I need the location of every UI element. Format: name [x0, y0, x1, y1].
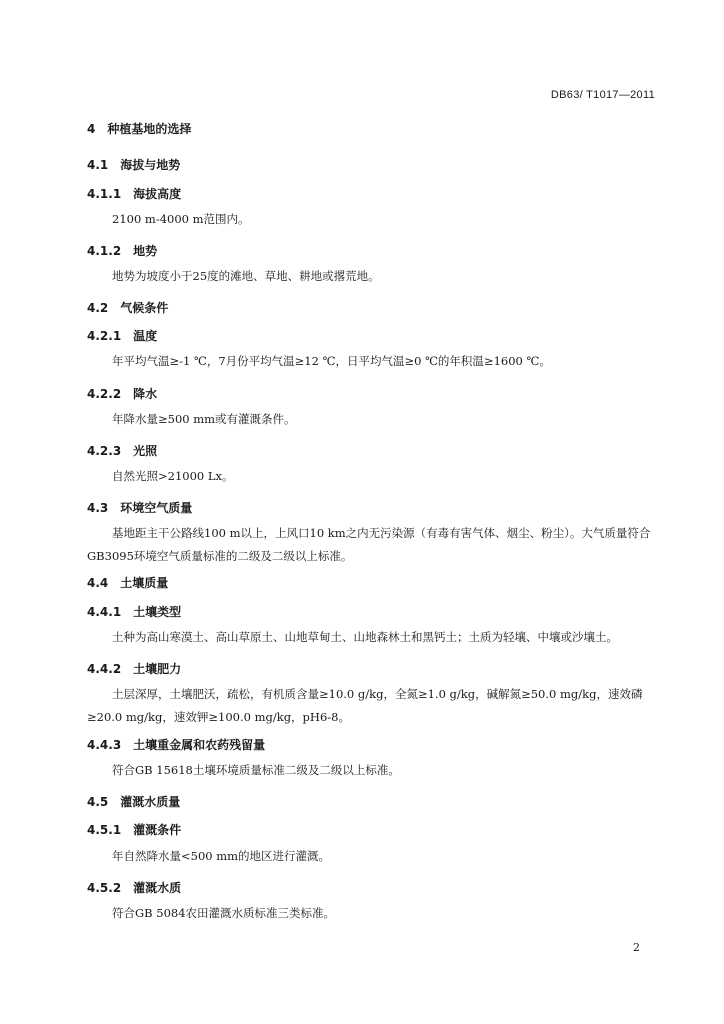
section-heading: [87, 821, 181, 838]
section-title: 土壤肥力: [133, 662, 182, 676]
section-number: 4.2.1: [87, 329, 122, 343]
paragraph: 土层深厚，土壤肥沃，疏松，有机质含量≥10.0 g/kg，全氮≥1.0 g/kg，碱解氮≥50.0 mg/kg，速效磷≥20.0 mg/kg，速效钾≥100.0 mg/kg，pH6-8。: [87, 687, 643, 724]
section-title: 灌溉水质量: [120, 795, 181, 809]
section-number: 4.2.3: [87, 444, 122, 458]
paragraph: 年自然降水量<500 mm的地区进行灌溉。: [112, 849, 331, 863]
section-number: 4.1.1: [87, 187, 122, 201]
paragraph: 基地距主干公路线100 m以上，上风口10 km之内无污染源（有毒有害气体、烟尘、粉尘）。大气质量符合GB3095环境空气质量标准的二级及二级以上标准。: [87, 526, 651, 563]
section-title: 土壤类型: [133, 605, 182, 619]
paragraph: 符合GB 15618土壤环境质量标准二级及二级以上标准。: [112, 763, 400, 777]
section-title: 地势: [133, 244, 158, 258]
section-heading: [87, 156, 180, 173]
section-title: 光照: [133, 444, 158, 458]
section-heading: [87, 499, 192, 516]
paragraph: 自然光照>21000 Lx。: [112, 469, 234, 483]
section-heading: [87, 736, 265, 753]
section-title: 灌溉条件: [133, 823, 182, 837]
paragraph: 符合GB 5084农田灌溉水质标准三类标准。: [112, 906, 336, 920]
section-title: 气候条件: [120, 301, 169, 315]
section-number: 4.3: [87, 501, 109, 515]
section-number: 4.5: [87, 795, 109, 809]
section-number: 4.4.2: [87, 662, 122, 676]
section-number: 4.4.1: [87, 605, 122, 619]
section-heading: [87, 879, 181, 896]
section-title: 温度: [133, 329, 158, 343]
section-number: 4.5.1: [87, 823, 122, 837]
paragraph: 年降水量≥500 mm或有灌溉条件。: [112, 412, 296, 426]
section-heading: [87, 442, 157, 459]
section-number: 4.1: [87, 158, 109, 172]
section-title: 种植基地的选择: [107, 122, 192, 136]
paragraph: 地势为坡度小于25度的滩地、草地、耕地或撂荒地。: [112, 269, 380, 283]
paragraph: 土种为高山寒漠土、高山草原土、山地草甸土、山地森林土和黑钙土；土质为轻壤、中壤或沙壤土。: [112, 630, 618, 644]
section-heading: [87, 574, 168, 591]
section-title: 海拔高度: [133, 187, 182, 201]
paragraph: 2100 m-4000 m范围内。: [112, 212, 250, 226]
section-heading: [87, 660, 181, 677]
section-number: 4.5.2: [87, 881, 122, 895]
section-heading: [87, 385, 157, 402]
section-number: 4.2.2: [87, 387, 122, 401]
section-number: 4.4: [87, 576, 109, 590]
section-number: 4.4.3: [87, 738, 122, 752]
section-heading: [87, 793, 180, 810]
section-heading: [87, 120, 191, 137]
section-title: 海拔与地势: [120, 158, 181, 172]
section-heading: [87, 299, 168, 316]
section-number: 4.2: [87, 301, 109, 315]
section-title: 灌溉水质: [133, 881, 182, 895]
section-heading: [87, 242, 157, 259]
section-title: 环境空气质量: [120, 501, 193, 515]
section-number: 4.1.2: [87, 244, 122, 258]
section-heading: [87, 603, 181, 620]
standard-code-header: DB63/ T1017—2011: [550, 89, 655, 101]
section-number: 4: [87, 122, 96, 136]
section-title: 降水: [133, 387, 158, 401]
paragraph: 年平均气温≥-1 ℃，7月份平均气温≥12 ℃，日平均气温≥0 ℃的年积温≥1600 ℃。: [112, 354, 551, 368]
page-number: 2: [633, 941, 640, 954]
section-heading: [87, 185, 181, 202]
section-title: 土壤质量: [120, 576, 169, 590]
section-title: 土壤重金属和农药残留量: [133, 738, 266, 752]
section-heading: [87, 327, 157, 344]
